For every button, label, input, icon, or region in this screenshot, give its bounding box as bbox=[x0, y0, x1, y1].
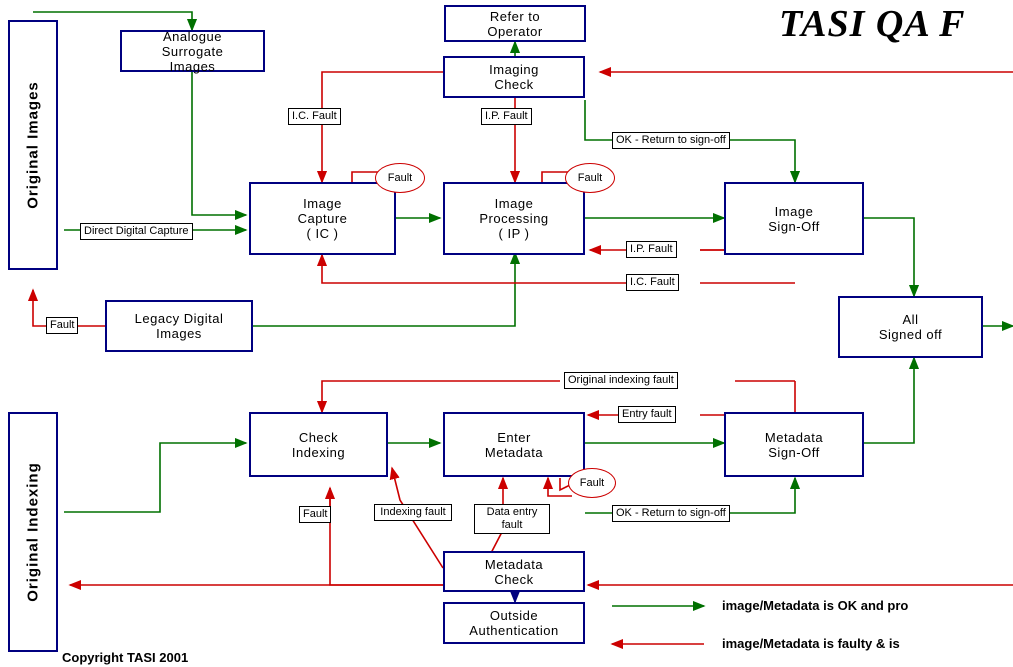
box-line: Indexing bbox=[291, 444, 346, 460]
box-image-processing[interactable] bbox=[443, 182, 585, 255]
box-line: Signed off bbox=[878, 327, 943, 342]
box-metadata-sign-off[interactable] bbox=[724, 412, 864, 477]
box-line: Authentication bbox=[469, 623, 559, 638]
legend-faulty-label: image/Metadata is faulty & is bbox=[722, 636, 900, 651]
box-all-signed-off[interactable] bbox=[838, 296, 983, 358]
box-line: Check bbox=[494, 571, 534, 587]
swimlane-original-indexing bbox=[8, 412, 58, 652]
box-line: ( IP ) bbox=[498, 226, 530, 241]
label-data-entry-fault: Data entry fault bbox=[474, 504, 550, 534]
box-legacy-digital-images[interactable] bbox=[105, 300, 253, 352]
box-line: Capture bbox=[297, 211, 348, 226]
box-line: Check bbox=[494, 77, 534, 92]
label-ic-fault-return: I.C. Fault bbox=[626, 274, 679, 291]
box-line: Images bbox=[156, 326, 202, 341]
fault-loop-image-processing: Fault bbox=[565, 163, 615, 193]
box-check-indexing[interactable] bbox=[249, 412, 388, 477]
swimlane-original-indexing-label: Original Indexing bbox=[24, 462, 42, 602]
box-metadata-check[interactable] bbox=[443, 551, 585, 592]
label-ok-return-sign-off-top: OK - Return to sign-off bbox=[612, 132, 730, 149]
label-direct-digital-capture: Direct Digital Capture bbox=[80, 223, 193, 240]
box-image-sign-off[interactable] bbox=[724, 182, 864, 255]
box-line: Image bbox=[774, 203, 814, 219]
fault-loop-enter-metadata: Fault bbox=[568, 468, 616, 498]
label-ic-fault-top: I.C. Fault bbox=[288, 108, 341, 125]
label-ip-fault-top: I.P. Fault bbox=[481, 108, 532, 125]
box-line: Metadata bbox=[484, 556, 544, 572]
box-line: Analogue bbox=[163, 28, 222, 44]
swimlane-original-images-label: Original Images bbox=[24, 81, 42, 209]
box-line: Sign-Off bbox=[768, 218, 820, 234]
box-enter-metadata[interactable] bbox=[443, 412, 585, 477]
box-line: Image bbox=[303, 196, 342, 211]
box-line: Outside bbox=[489, 608, 539, 623]
label-original-indexing-fault: Original indexing fault bbox=[564, 372, 678, 389]
label-ok-return-sign-off-bottom: OK - Return to sign-off bbox=[612, 505, 730, 522]
box-line: Check bbox=[298, 429, 339, 445]
label-entry-fault: Entry fault bbox=[618, 406, 676, 423]
box-line: All bbox=[902, 312, 919, 327]
box-line: Enter bbox=[497, 429, 531, 445]
swimlane-original-images bbox=[8, 20, 58, 270]
box-line: Surrogate bbox=[161, 43, 224, 59]
label-indexing-fault: Indexing fault bbox=[374, 504, 452, 521]
page-title: TASI QA F bbox=[779, 3, 966, 45]
box-line: Metadata bbox=[764, 429, 824, 445]
box-line: ( IC ) bbox=[306, 226, 339, 241]
label-fault-check-indexing: Fault bbox=[299, 506, 331, 523]
box-line: Refer to bbox=[489, 8, 541, 24]
copyright-notice: Copyright TASI 2001 bbox=[62, 650, 189, 665]
box-analogue-surrogate-images[interactable] bbox=[120, 30, 265, 72]
box-line: Operator bbox=[487, 23, 543, 39]
box-line: Processing bbox=[479, 211, 549, 226]
box-line: Images bbox=[169, 58, 216, 74]
box-line: Sign-Off bbox=[768, 444, 820, 460]
box-outside-authentication[interactable] bbox=[443, 602, 585, 644]
box-line: Metadata bbox=[484, 444, 544, 460]
label-ip-fault-return: I.P. Fault bbox=[626, 241, 677, 258]
box-image-capture[interactable] bbox=[249, 182, 396, 255]
box-line: Legacy Digital bbox=[134, 311, 224, 326]
label-fault-legacy: Fault bbox=[46, 317, 78, 334]
box-line: Imaging bbox=[489, 62, 539, 77]
box-line: Image bbox=[494, 196, 534, 211]
box-imaging-check[interactable] bbox=[443, 56, 585, 98]
fault-loop-image-capture: Fault bbox=[375, 163, 425, 193]
legend-ok-label: image/Metadata is OK and pro bbox=[722, 598, 909, 613]
box-refer-to-operator[interactable] bbox=[444, 5, 586, 42]
